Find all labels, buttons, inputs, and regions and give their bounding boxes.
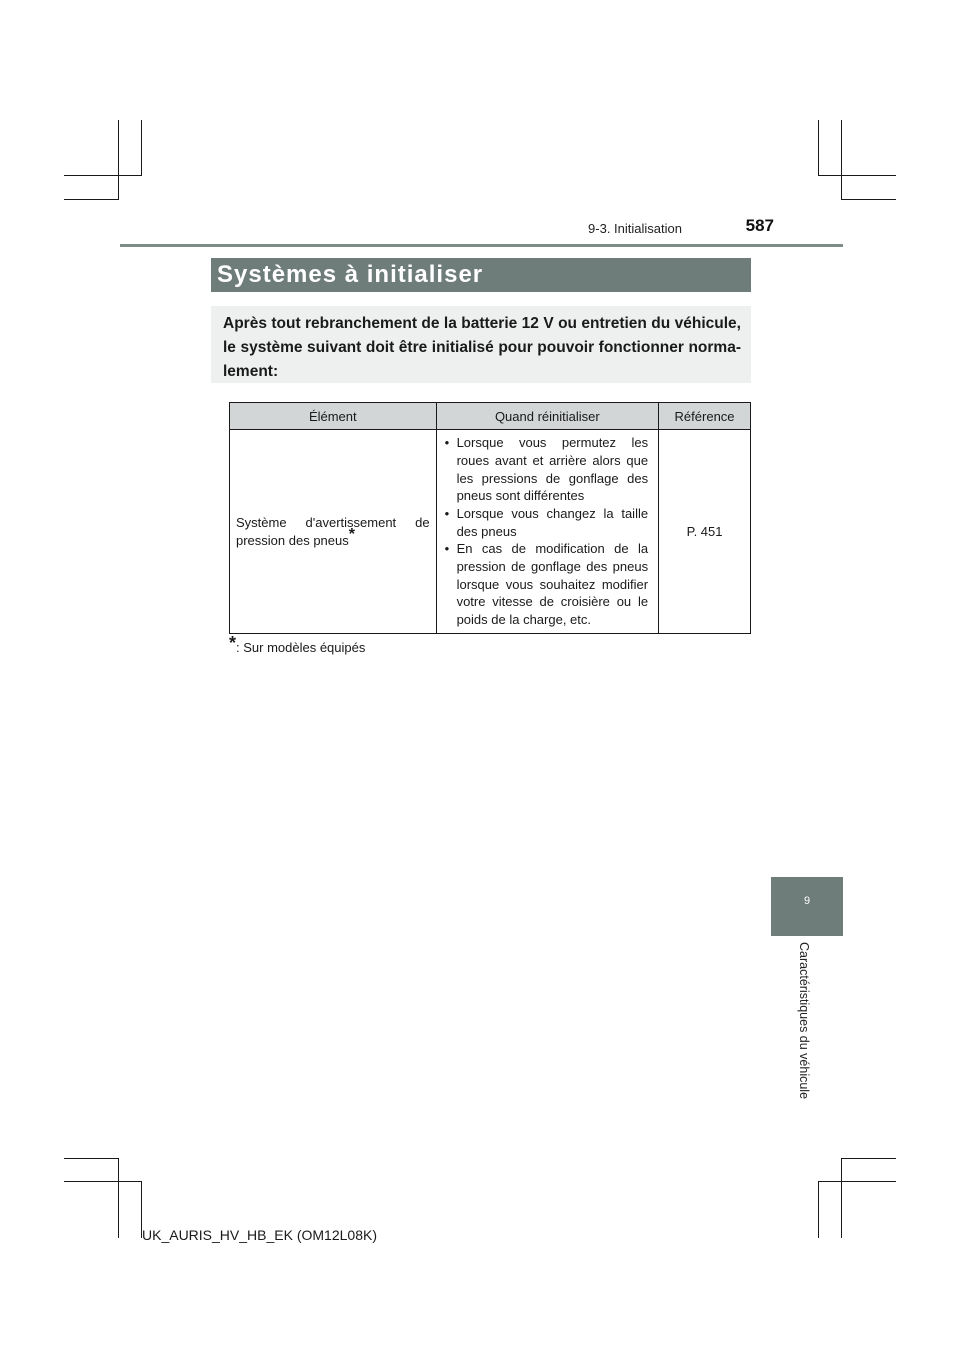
condition-item: • Lorsque vous permutez les roues avant et arrière alors que les pressions de gonflage des pneus sont différentes [445,434,649,505]
section-title: Systèmes à initialiser [217,261,484,288]
crop-mark [118,1158,119,1238]
intro-text: Après tout rebranchement de la batterie 12 V ou entretien du véhicule, le système suivant doit être initialisé pour pouvoir fonctionner norma-lement: [223,315,741,380]
crop-mark [64,1181,142,1182]
condition-item: • En cas de modification de la pression de gonflage des pneus lorsque vous souhaitez modifier votre vitesse de croisière ou le poids de la charge, etc. [445,540,649,629]
crop-mark [841,1158,896,1159]
page-number: 587 [745,216,774,235]
section-title-bar [211,258,751,292]
condition-list [445,434,649,629]
footnote-mark: * [229,633,237,653]
column-header-element: Élément [230,403,437,430]
footnote [229,633,366,655]
section-label: 9-3. Initialisation [588,221,682,236]
table-row [230,430,751,634]
element-cell [230,430,437,634]
table-header-row [230,403,751,430]
crop-mark [64,199,119,200]
intro-box [211,306,751,383]
chapter-tab [771,877,843,936]
header-rule [120,244,843,247]
footnote-text: : Sur modèles équipés [236,640,366,655]
reference-cell: P. 451 [659,430,751,634]
element-footnote-mark: * [348,525,355,543]
document-code: UK_AURIS_HV_HB_EK (OM12L08K) [142,1227,377,1243]
crop-mark [818,120,819,176]
crop-mark [818,1181,896,1182]
column-header-reference: Référence [659,403,751,430]
chapter-title: Caractéristiques du véhicule [797,942,811,1100]
crop-mark [64,1158,119,1159]
when-cell [436,430,659,634]
crop-mark [841,1158,842,1238]
element-name: Système d'avertissement de pression des pneus [236,514,430,548]
crop-mark [818,1181,819,1238]
crop-mark [841,199,896,200]
crop-mark [818,175,896,176]
chapter-number: 9 [803,895,811,907]
crop-mark [64,175,142,176]
initialization-table [229,402,751,634]
condition-item: • Lorsque vous changez la taille des pneus [445,505,649,540]
crop-mark [118,120,119,200]
crop-mark [841,120,842,200]
chapter-title-wrapper [797,942,813,1112]
column-header-when: Quand réinitialiser [436,403,659,430]
crop-mark [141,120,142,176]
